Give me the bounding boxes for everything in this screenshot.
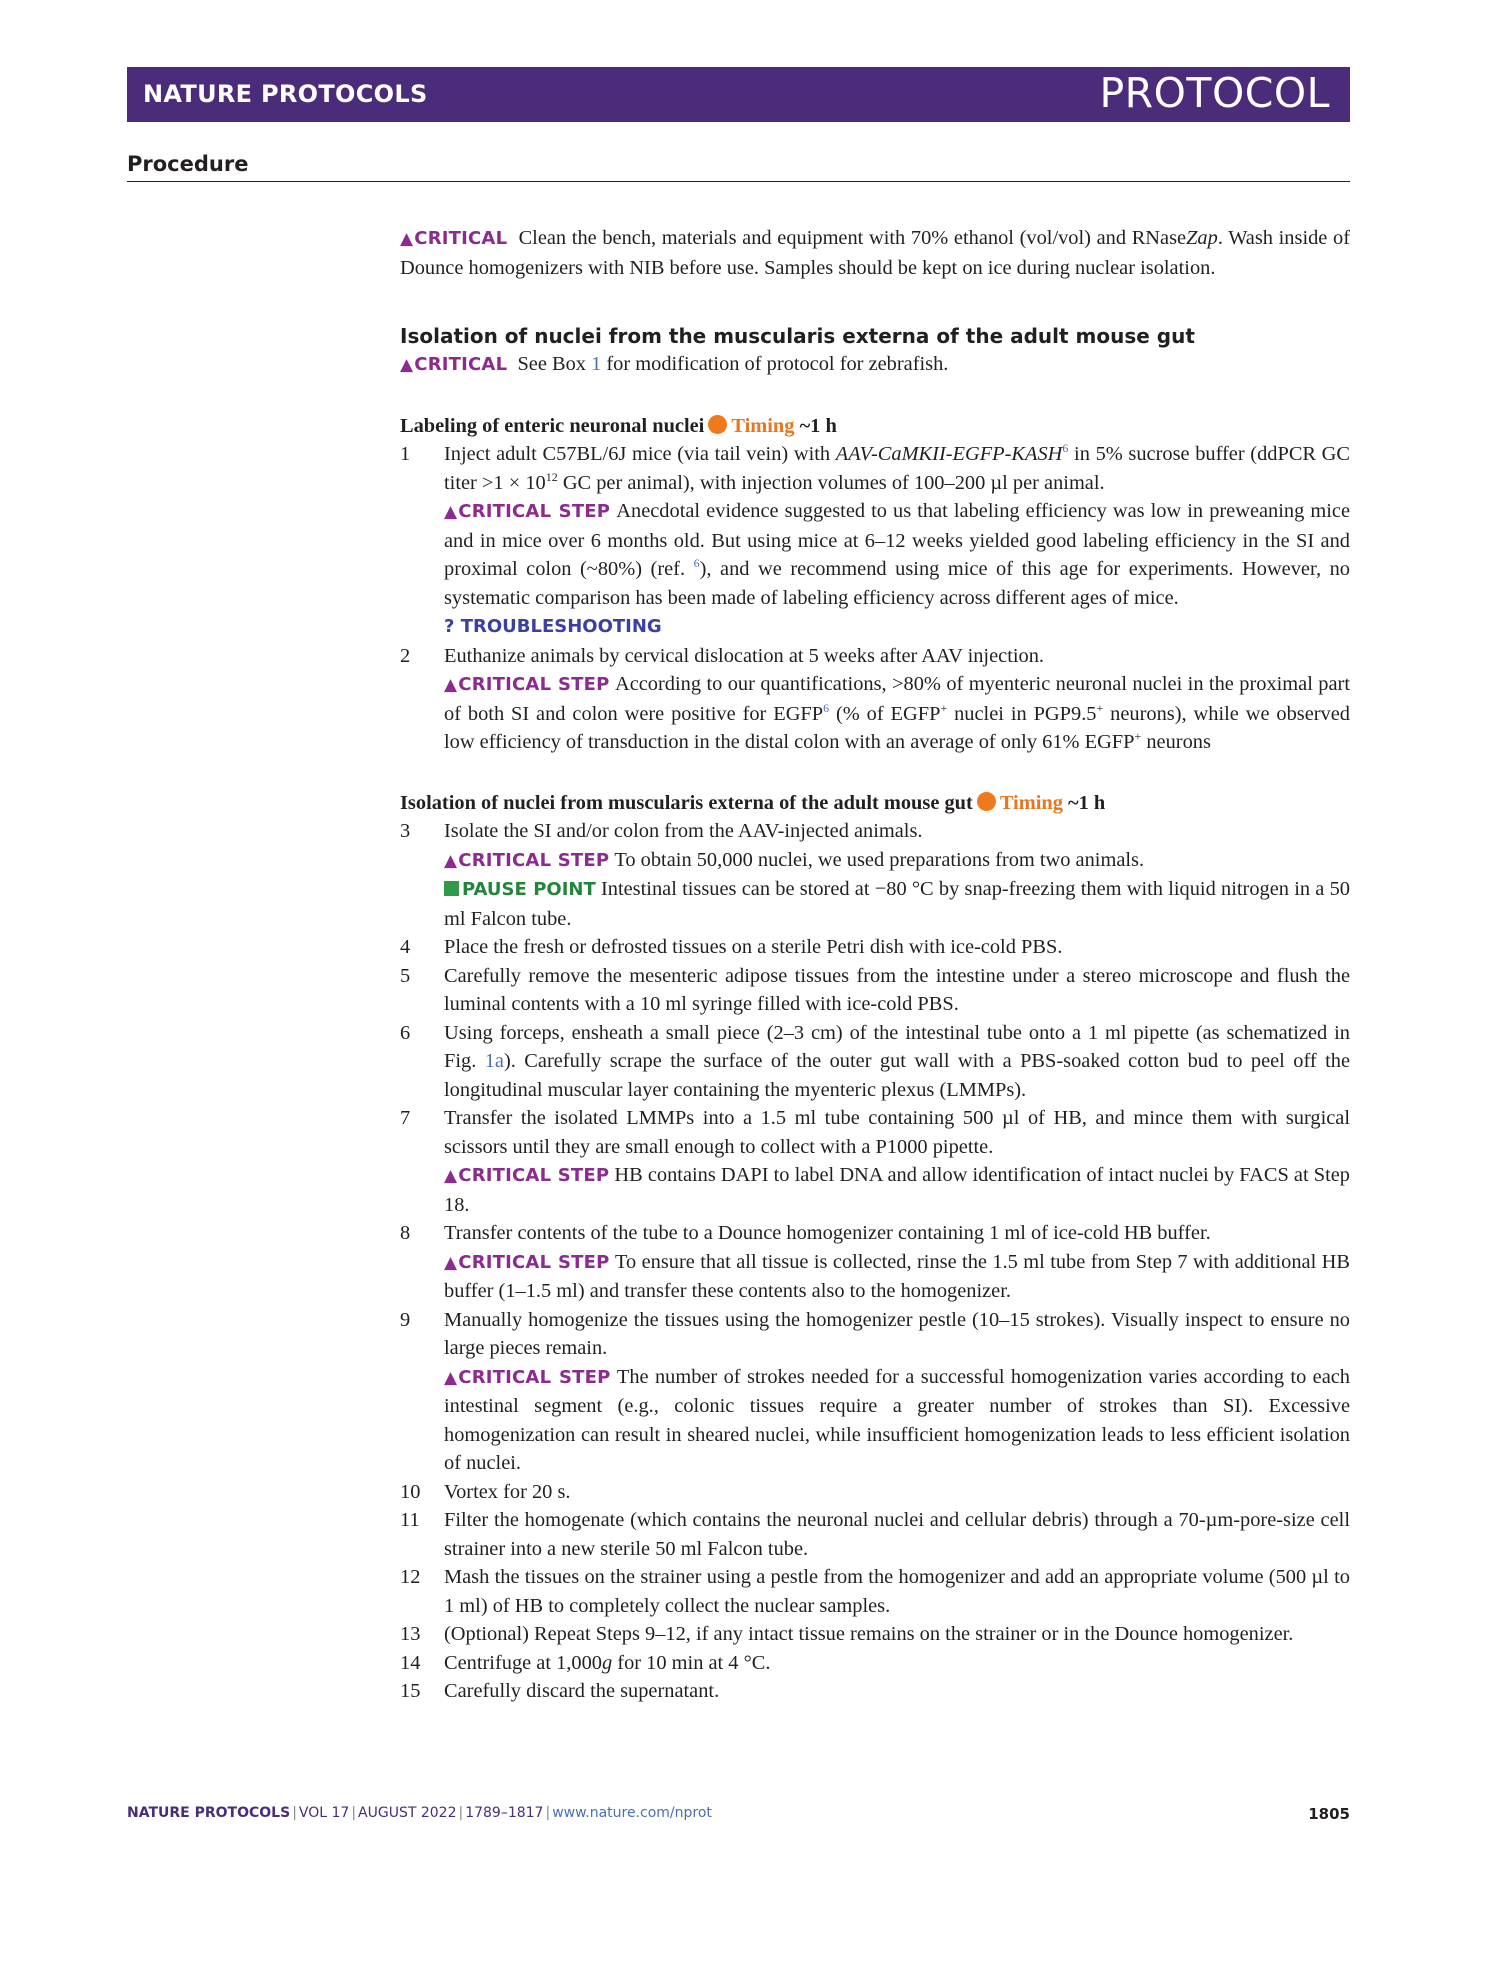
- critical-triangle-icon: ▲: [444, 1166, 458, 1186]
- step-13: 13 (Optional) Repeat Steps 9–12, if any intact tissue remains on the strainer or in the Dounce homogenizer.: [400, 1623, 1294, 1645]
- intro-critical-note: ▲CRITICAL Clean the bench, materials and equipment with 70% ethanol (vol/vol) and RNaseZap. Wash inside of Dounce homogenizers with NIB before use. Samples should be kept on ice during nuclear isolation.: [400, 227, 1350, 279]
- step-12: 12 Mash the tissues on the strainer using a pestle from the homogenizer and add an appropriate volume (500 µl to 1 ml) of HB to completely collect the nuclear samples.: [400, 1566, 1350, 1617]
- step-11: 11 Filter the homogenate (which contains the neuronal nuclei and cellular debris) through a 70-µm-pore-size cell strainer into a new sterile 50 ml Falcon tube.: [400, 1509, 1350, 1560]
- critical-step-label: ▲CRITICAL STEP: [444, 1367, 611, 1388]
- procedure-body: [400, 224, 1350, 1706]
- page-number: 1805: [1308, 1805, 1350, 1823]
- pause-point-label: PAUSE POINT: [444, 879, 596, 900]
- timing-dot-icon: [708, 415, 727, 434]
- step-2: 2 Euthanize animals by cervical dislocation at 5 weeks after AAV injection. ▲CRITICAL STEP According to our quantifications, >80% of myenteric neuronal nuclei in the proximal part of both SI and colon were positive for EGFP$^6$ (% of EGFP+ nuclei in PGP9.5+ neurons), while we observed low efficiency of transduction in the distal colon with an average of only 61% EGFP+ neurons: [400, 644, 1351, 753]
- critical-triangle-icon: ▲: [400, 229, 414, 249]
- step-3: 3 Isolate the SI and/or colon from the AAV-injected animals. ▲CRITICAL STEP To obtain 50,000 nuclei, we used preparations from two animals. PAUSE POINT Intestinal tissues can be stored at −80 °C by snap-freezing them with liquid nitrogen in a 50 ml Falcon tube.: [400, 820, 1350, 930]
- step-8: 8 Transfer contents of the tube to a Dounce homogenizer containing 1 ml of ice-cold HB buffer. ▲CRITICAL STEP To ensure that all tissue is collected, rinse the 1.5 ml tube from Step 7 with additional HB buffer (1–1.5 ml) and transfer these contents also to the homogenizer.: [400, 1222, 1350, 1302]
- timing-dot-icon: [977, 792, 996, 811]
- troubleshooting-label[interactable]: ? TROUBLESHOOTING: [444, 616, 662, 637]
- critical-step-label: ▲CRITICAL STEP: [444, 501, 610, 522]
- critical-step-label: ▲CRITICAL STEP: [444, 850, 609, 871]
- article-type: PROTOCOL: [1099, 69, 1330, 117]
- reference-link[interactable]: 6: [1062, 441, 1069, 456]
- box-note: ▲CRITICAL See Box 1 for modification of protocol for zebrafish.: [400, 350, 1350, 380]
- section-title: Procedure: [127, 152, 249, 176]
- step-5: 5 Carefully remove the mesenteric adipose tissues from the intestine under a stereo microscope and flush the luminal contents with a 10 ml syringe filled with ice-cold PBS.: [400, 964, 1350, 1015]
- footer-url-link[interactable]: www.nature.com/nprot: [552, 1805, 712, 1821]
- critical-step-label: ▲CRITICAL STEP: [444, 1252, 610, 1273]
- footer-journal: NATURE PROTOCOLS: [127, 1805, 291, 1821]
- step-14: 14 Centrifuge at 1,000g for 10 min at 4 °C.: [400, 1651, 771, 1674]
- critical-triangle-icon: ▲: [444, 675, 458, 695]
- footer-volume: VOL 17: [298, 1805, 350, 1821]
- reference-link[interactable]: 6: [823, 700, 830, 715]
- critical-triangle-icon: ▲: [444, 1367, 458, 1388]
- isolation-section-heading: Isolation of nuclei from the muscularis externa of the adult mouse gut: [400, 324, 1195, 348]
- critical-triangle-icon: ▲: [444, 1252, 458, 1273]
- step-7: 7 Transfer the isolated LMMPs into a 1.5 ml tube containing 500 µl of HB, and mince them with surgical scissors until they are small enough to collect with a P1000 pipette. ▲CRITICAL STEP HB contains DAPI to label DNA and allow identification of intact nuclei by FACS at Step 18.: [400, 1107, 1350, 1216]
- step-4: 4 Place the fresh or defrosted tissues on a sterile Petri dish with ice-cold PBS.: [400, 936, 1063, 958]
- critical-triangle-icon: ▲: [444, 502, 458, 522]
- critical-step-label: ▲CRITICAL STEP: [444, 674, 610, 695]
- labeling-heading: Labeling of enteric neuronal nuclei Timing ~1 h: [400, 414, 837, 437]
- journal-name: NATURE PROTOCOLS: [143, 80, 428, 108]
- critical-step-label: ▲CRITICAL STEP: [444, 1165, 609, 1186]
- journal-banner: [127, 67, 1350, 122]
- pause-square-icon: [444, 881, 459, 896]
- box-link[interactable]: 1: [591, 353, 602, 375]
- step-9: 9 Manually homogenize the tissues using the homogenizer pestle (10–15 strokes). Visually inspect to ensure no large pieces remain. ▲CRITICAL STEP The number of strokes needed for a successful homogenization varies according to each intestinal segment (e.g., colonic tissues require a greater number of strokes than SI). Excessive homogenization can result in sheared nuclei, while insufficient homogenization leads to less efficient isolation of nuclei.: [400, 1308, 1350, 1474]
- critical-triangle-icon: ▲: [444, 850, 458, 871]
- critical-triangle-icon: ▲: [400, 355, 414, 375]
- figure-link[interactable]: 1a: [484, 1050, 504, 1072]
- step-6: 6 Using forceps, ensheath a small piece (2–3 cm) of the intestinal tube onto a 1 ml pipette (as schematized in Fig. 1a). Carefully scrape the surface of the outer gut wall with a PBS-soaked cotton bud to peel off the longitudinal muscular layer containing the myenteric plexus (LMMPs).: [400, 1021, 1350, 1101]
- isolation-timing-heading: Isolation of nuclei from muscularis externa of the adult mouse gut Timing ~1 h: [400, 791, 1106, 814]
- step-1: 1 Inject adult C57BL/6J mice (via tail vein) with AAV-CaMKII-EGFP-KASH$^6$ in 5% sucrose buffer (ddPCR GC titer $>1 \times 10^{12}$ GC per animal), with injection volumes of 100–200 µl per animal. ▲CRITICAL STEP Anecdotal evidence suggested to us that labeling efficiency was low in preweaning mice and in mice over 6 months old. But using mice at 6–12 weeks yielded good labeling efficiency in the SI and proximal colon (~80%) (ref. $^6$), and we recommend using mice of this age for experiments. However, no systematic comparison has been made of labeling efficiency across different ages of mice. ? TROUBLESHOOTING: [400, 441, 1350, 637]
- critical-label: ▲CRITICAL: [400, 228, 507, 249]
- section-divider: [127, 181, 1350, 182]
- step-15: 15 Carefully discard the supernatant.: [400, 1680, 720, 1702]
- step-10: 10 Vortex for 20 s.: [400, 1480, 571, 1503]
- reference-link[interactable]: 6: [693, 556, 700, 571]
- page-footer: NATURE PROTOCOLS | VOL 17 | AUGUST 2022 | 1789–1817 | www.nature.com/nprot 1805: [127, 1805, 1350, 1823]
- footer-date: AUGUST 2022: [358, 1805, 457, 1821]
- footer-pages: 1789–1817: [465, 1805, 544, 1821]
- critical-label: ▲CRITICAL: [400, 354, 507, 375]
